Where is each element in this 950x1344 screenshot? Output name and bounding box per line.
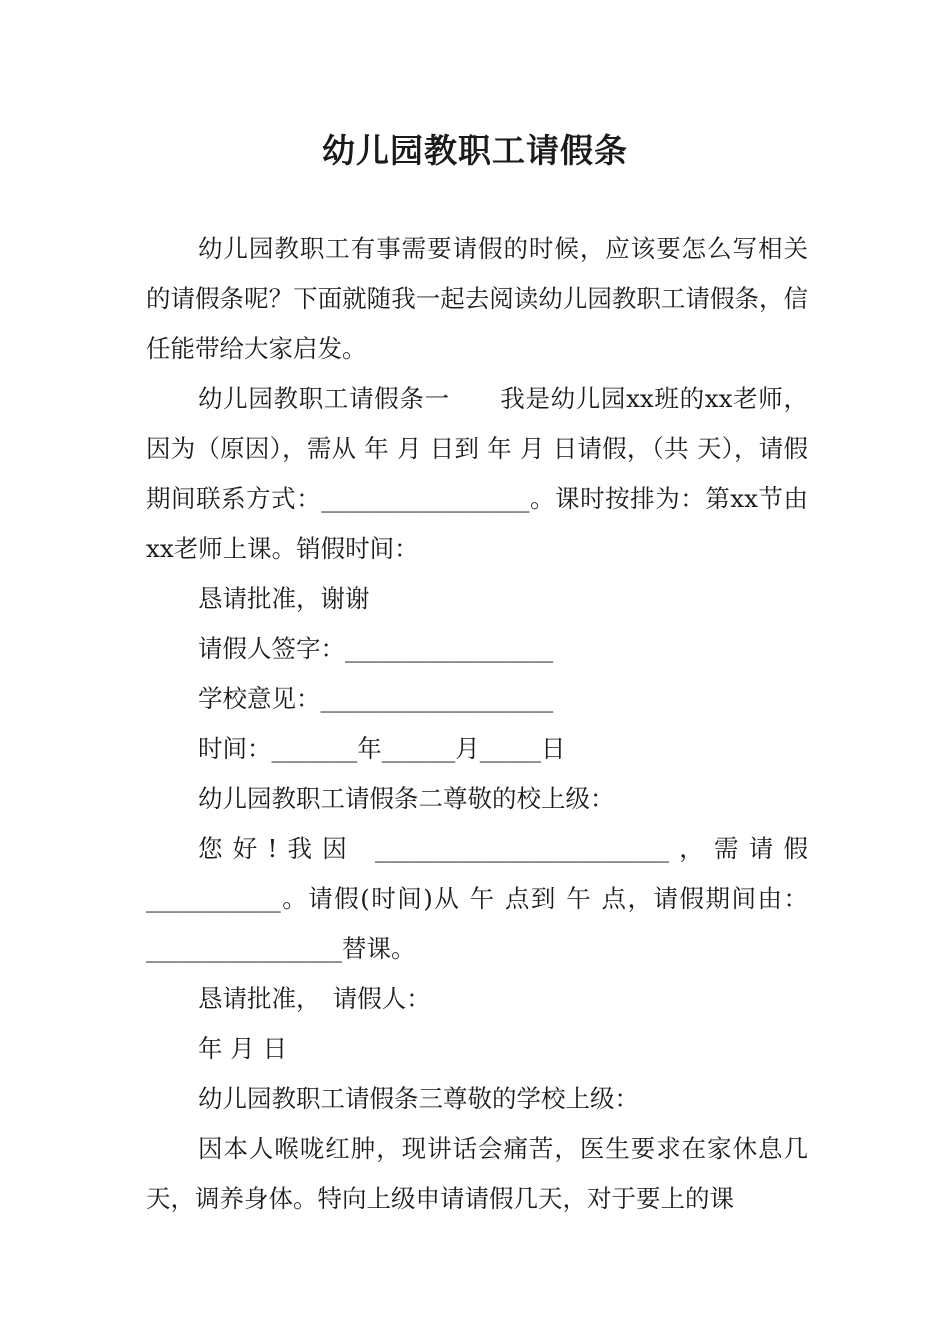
- paragraph-date-ymd: 年 月 日: [198, 1034, 288, 1063]
- paragraph-intro: 幼儿园教职工有事需要请假的时候，应该要怎么写相关的请假条呢？下面就随我一起去阅读幼儿园教职工请假条，信任能带给大家启发。: [146, 234, 808, 363]
- document-title: 幼儿园教职工请假条: [322, 131, 628, 170]
- paragraph-request-approval-applicant: 恳请批准， 请假人：: [198, 984, 431, 1013]
- paragraph-leave-note-3-body: 因本人喉咙红肿，现讲话会痛苦，医生要求在家休息几天，调养身体。特向上级申请请假几天，对于要上的课: [146, 1134, 808, 1213]
- paragraph-date-line: 时间：_______年______月_____日: [198, 734, 566, 763]
- paragraph-leave-note-2-heading: 幼儿园教职工请假条二尊敬的校上级：: [198, 784, 615, 813]
- paragraph-request-approval: 恳请批准，谢谢: [198, 584, 370, 613]
- paragraph-leave-note-3-heading: 幼儿园教职工请假条三尊敬的学校上级：: [198, 1084, 639, 1113]
- paragraph-leave-note-2-body: 您好!我因 ________________________，需请假___________。请假(时间)从 午 点到 午 点，请假期间由：________________替课。: [146, 834, 808, 963]
- paragraph-applicant-signature: 请假人签字：_________________: [198, 634, 554, 663]
- paragraph-school-opinion: 学校意见：___________________: [198, 684, 554, 713]
- paragraph-leave-note-1: 幼儿园教职工请假条一 我是幼儿园xx班的xx老师，因为（原因），需从 年 月 日到 年 月 日请假，（共 天），请假期间联系方式：_________________。课时按排为：第xx节由xx老师上课。销假时间：: [146, 384, 808, 563]
- document-body: [146, 224, 808, 1224]
